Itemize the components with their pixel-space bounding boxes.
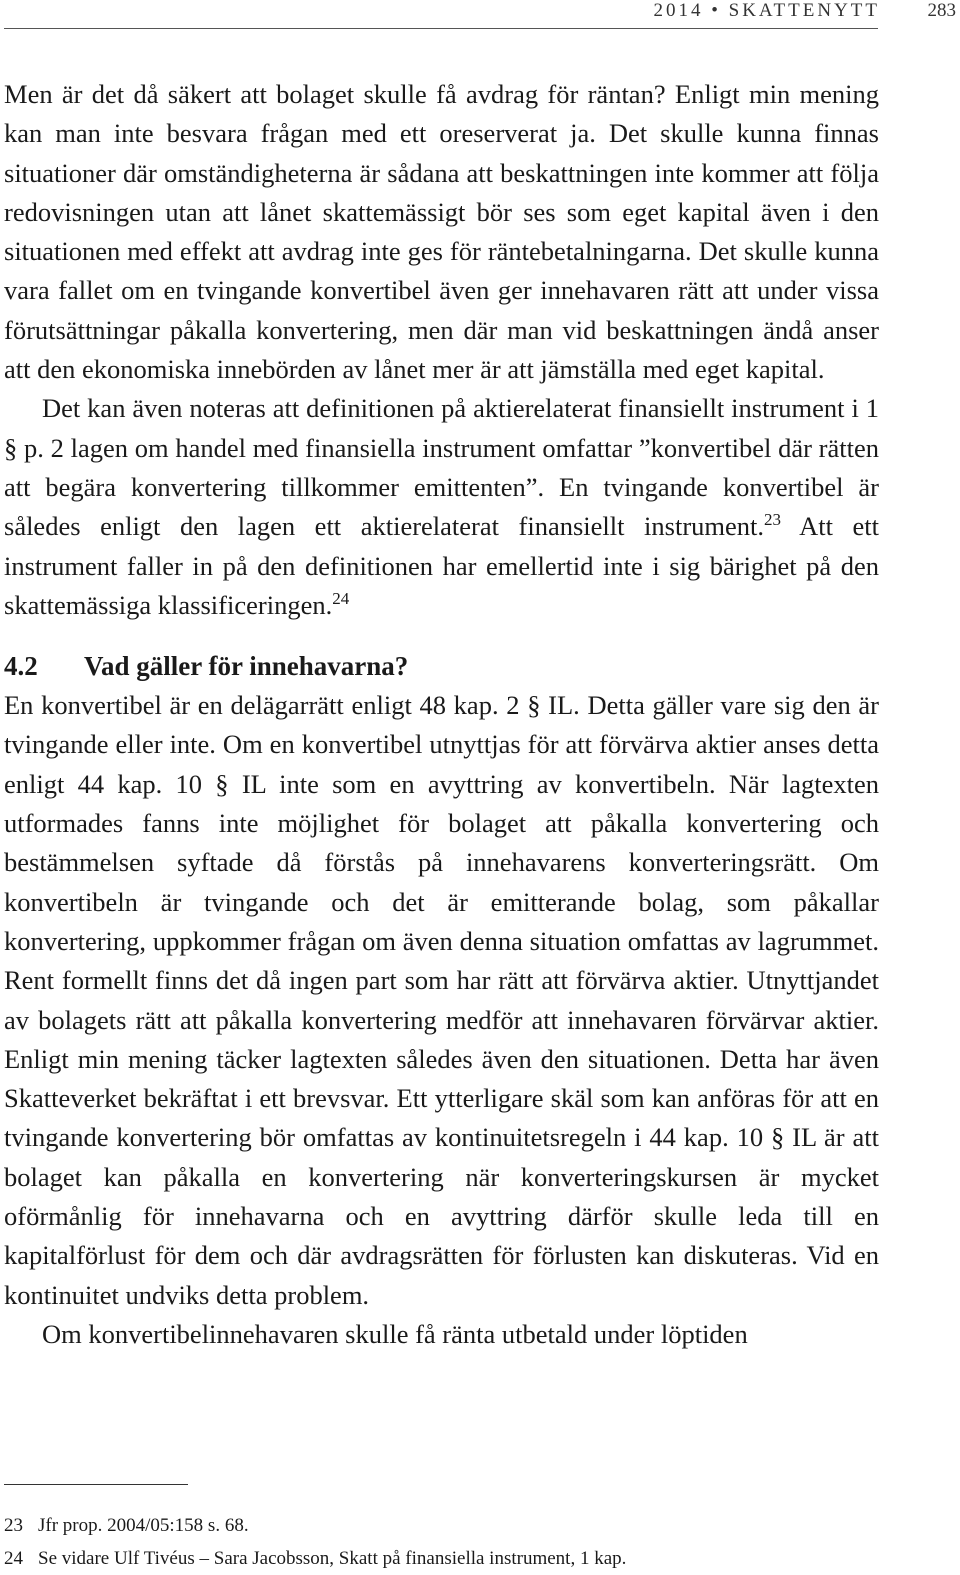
footnotes bbox=[4, 1509, 879, 1575]
section-title: Vad gäller för innehavarna? bbox=[84, 651, 409, 682]
paragraph-4: Om konvertibelinnehavaren skulle få ränta utbetald under löptiden bbox=[42, 1318, 748, 1349]
footnote-ref-24[interactable]: 24 bbox=[332, 588, 350, 608]
paragraph-2-text-a: Det kan även noteras att definitionen på aktierelaterat finansiellt instrument i 1 § p. 2 lagen om handel med finansiella instrument omfattar ”konvertibel där rätten att begära konvertering tillkommer emittenten”. En tvingande konvertibel är således enligt den lagen ett aktierelaterat finansiellt instrument. bbox=[4, 393, 879, 542]
footnote-text: Jfr prop. 2004/05:158 s. 68. bbox=[38, 1515, 249, 1536]
page-number: 283 bbox=[927, 0, 956, 21]
footnote-number: 23 bbox=[4, 1515, 23, 1536]
footnote-rule bbox=[4, 1484, 188, 1485]
paragraph-1: Men är det då säkert att bolaget skulle få avdrag för räntan? Enligt min mening kan man inte besvara frågan med ett oreserverat ja. Det skulle kunna finnas situationer där omständigheterna är sådana att beskattningen inte kommer att följa redovisningen utan att lånet skattemässigt bör ses som eget kapital även i den situationen med effekt att avdrag inte ges för räntebetalningarna. Det skulle kunna vara fallet om en tvingande konvertibel även ger innehavaren rätt att under vissa förutsättningar påkalla konvertering, men där man vid beskattningen ändå anser att den ekonomiska innebörden av lånet mer är att jämställa med eget kapital. bbox=[4, 79, 879, 385]
footnote-24 bbox=[4, 1542, 879, 1575]
body-text bbox=[4, 75, 879, 1354]
journal-title: 2014 • SKATTENYTT bbox=[653, 0, 880, 21]
paragraph-3: En konvertibel är en delägarrätt enligt 48 kap. 2 § IL. Detta gäller vare sig den är tvingande eller inte. Om en konvertibel utnyttjas för att förvärva aktier anses detta enligt 44 kap. 10 § IL inte som en avyttring av konvertibeln. När lagtexten utformades fanns inte möjlighet för bolaget att påkalla konvertering och bestämmelsen syftade då förstås på innehavarens konverteringsrätt. Om konvertibeln är tvingande och det är emitterande bolag, som påkallar konvertering, uppkommer frågan om även denna situation omfattas av lagrummet. Rent formellt finns det då ingen part som har rätt att förvärva aktier. Utnyttjandet av bolagets rätt att påkalla konvertering medför att innehavaren förvärvar aktier. Enligt min mening täcker lagtexten således även den situationen. Detta har även Skatteverket bekräftat i ett brevsvar. Ett ytterligare skäl som kan anföras för att en tvingande konvertering bör omfattas av kontinuitetsregeln i 44 kap. 10 § IL är att bolaget kan påkalla en konvertering när konverteringskursen är mycket oförmånlig för innehavarna och en avyttring därför skulle leda till en kapitalförlust för dem och där avdragsrätten för förlusten kan diskuteras. Vid en kontinuitet undviks detta problem. bbox=[4, 690, 879, 1310]
section-number: 4.2 bbox=[4, 651, 38, 682]
footnote-23 bbox=[4, 1509, 879, 1542]
paragraph-2 bbox=[4, 389, 879, 625]
header-rule bbox=[4, 28, 878, 29]
running-head bbox=[0, 0, 960, 30]
paragraph-2-text-b: Att ett instrument faller in på den definitionen har emellertid inte i sig bärighet på den skattemässiga klassificeringen. bbox=[4, 511, 879, 620]
footnote-text: Se vidare Ulf Tivéus – Sara Jacobsson, Skatt på finansiella instrument, 1 kap. bbox=[38, 1548, 627, 1569]
section-heading bbox=[4, 647, 879, 686]
footnote-number: 24 bbox=[4, 1548, 23, 1569]
footnote-ref-23[interactable]: 23 bbox=[764, 510, 782, 530]
